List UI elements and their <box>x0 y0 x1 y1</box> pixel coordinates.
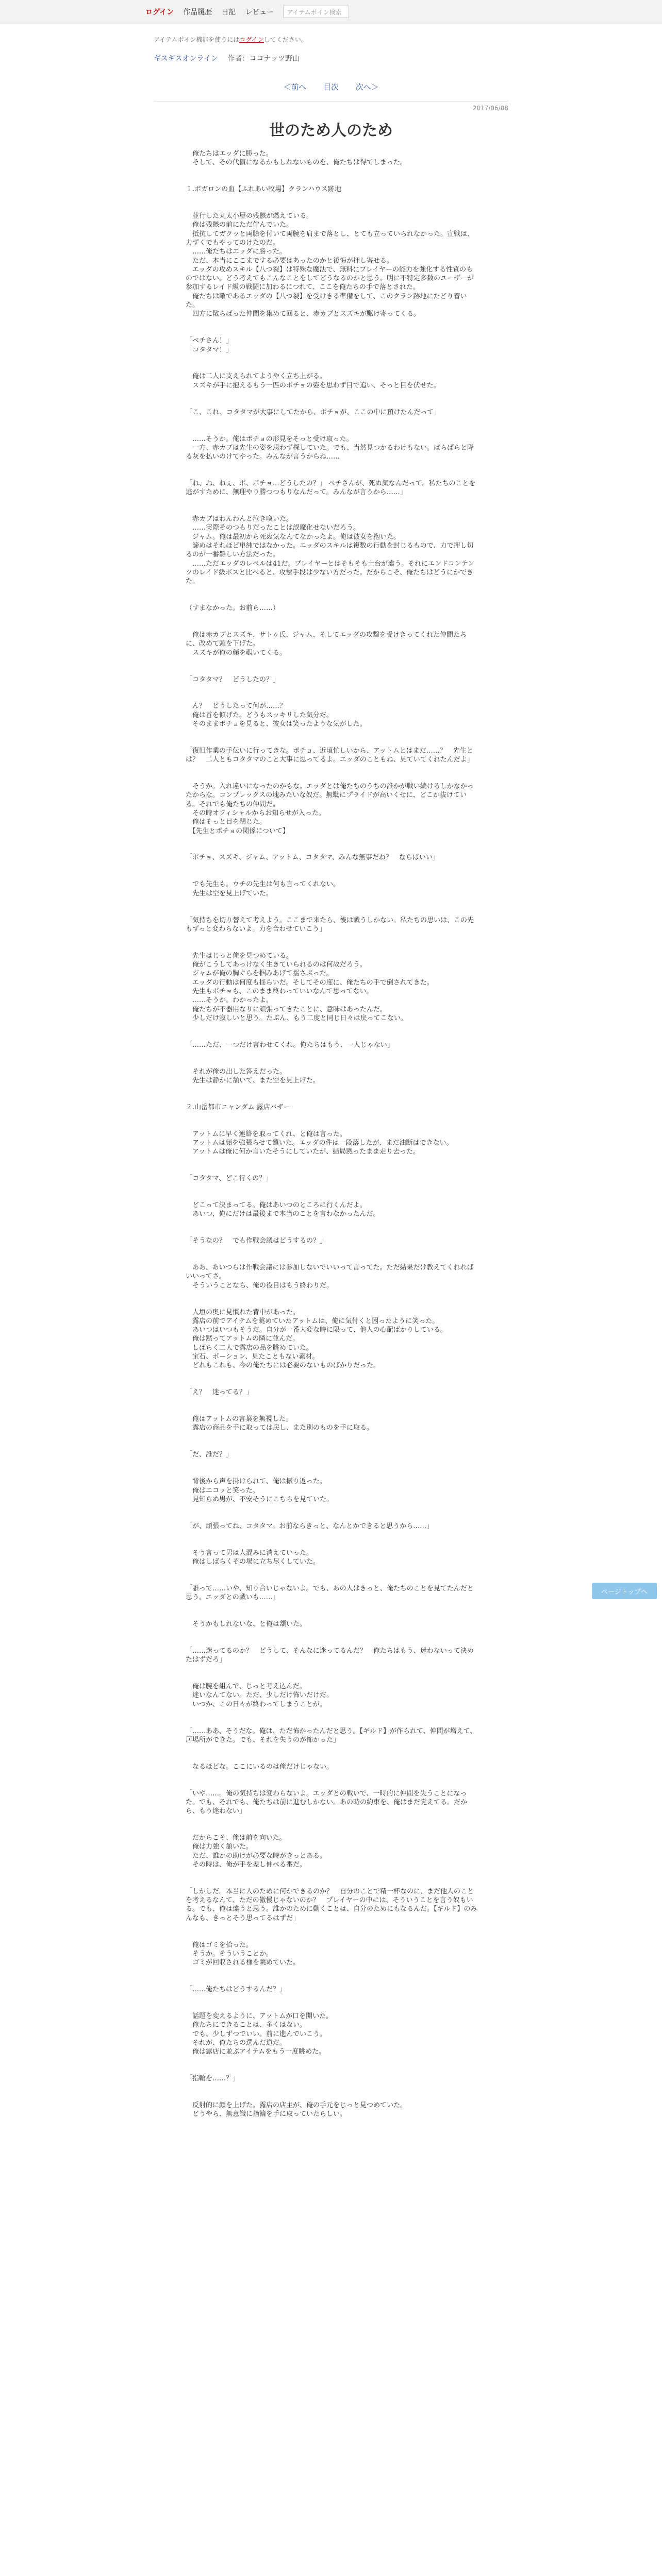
table-of-contents-link[interactable]: 目次 <box>323 82 339 92</box>
chapter-body: 俺たちはエッダに勝った。 そして、その代償になるかもしれないものを、俺たちは得てしまった。 １.ボガロンの血【ふれあい牧場】クランハウス跡地 並行した丸太小屋の残骸が燃えている。 俺は残骸の前にただ佇んでいた。 抵抗してガクッと両膝を付いて両腕を肩まで落とし、とても立っていられなかった。宣戦は、力ずくでもやってのけたのだ。 ……俺たちはエッダに勝った。 ただ、本当にここまでする必要はあったのかと後悔が押し寄せる。 エッダの攻めスキル【八つ裂】は特殊な魔法で、無料にプレイヤーの能力を強化する性質のものではない。どう考えてもこんなことをしてどうなるのかと思う。明に不特定多数のユーザーが参加するレイド級の戦闘に加わるにつれて、ここを俺たちの手で落とされた。 俺たちは敵であるエッダの【八つ裂】を受けきる準備をして、このクラン跡地にたどり着いた。 四方に散らばった仲間を集めて回ると、赤カブとスズキが駆け寄ってくる。 「ベチさん！」 「コタタマ！」 俺は二人に支えられてようやく立ち上がる。 スズキが手に抱えるもう一匹のポチョの姿を思わず目で追い、そっと目を伏せた。 「こ、これ、コタタマが大事にしてたから、ポチョが、ここの中に預けたんだって」 ……そうか。俺はポチョの形見をそっと受け取った。 一方、赤カブは先生の姿を思わず探していた。でも、当然見つかるわけもない。ぱらぱらと降る灰を払いのけてやった。みんなが言うからね…… 「ね、ね、ねぇ、ポ、ポチョ…どうしたの？」 ペチさんが、死ぬ気なんだって。私たちのことを逃がすために、無理やり勝つつもりなんだって。みんなが言うから……」 赤カブはわんわんと泣き喚いた。 ……実際そのつもりだったことは誤魔化せないだろう。 ジャム。俺は最初から死ぬ気なんてなかったよ。俺は彼女を抱いた。 諦めはそれほど単純ではなかった。エッダのスキルは複数の行動を封じるもので、力で押し切るのが一番難しい方法だった。 ……ただエッダのレベルは41だ。プレイヤーとはそもそも土台が違う。それにエンドコンテンツのレイド級ボスと比べると、攻撃手段は少ない方だった。だからこそ、俺たちはどうにかできた。 （すまなかった。お前ら……） 俺は赤カブとスズキ、サトゥ氏、ジャム、そしてエッダの攻撃を受けきってくれた仲間たちに、改めて頭を下げた。 スズキが俺の顔を覗いてくる。 「コタタマ？ どうしたの？」 ん？ どうしたって何が……？ 俺は首を傾げた。どうもスッキリした気分だ。 そのままポチョを見ると、彼女は笑ったような気がした。 「復旧作業の手伝いに行ってきな。ポチョ、近頃忙しいから、アットムとはまだ……？ 先生とは？ 二人ともコタタマのこと大事に思ってるよ。エッダのこともね、見ていてくれたんだよ」 そうか。入れ違いになったのかもな。エッダとは俺たちのうちの誰かが戦い続けるしかなかったからな。コンプレックスの塊みたいな奴だ。無駄にプライドが高いくせに、どこか抜けている。それでも俺たちの仲間だ。 その時オフィシャルからお知らせが入った。 俺はそっと目を閉じた。 【先生とポチョの関係について】 「ポチョ、スズキ、ジャム、アットム、コタタマ、みんな無事だね？ ならばいい」 でも先生も。ウチの先生は何も言ってくれない。 先生は空を見上げていた。 「気持ちを切り替えて考えよう。ここまで来たら、後は戦うしかない。私たちの思いは、この先もずっと変わらないよ。力を合わせていこう」 先生はじっと俺を見つめている。 俺がこうしてあっけなく生きていられるのは何故だろう。 ジャムが俺の胸ぐらを掴みあげて揺さぶった。 エッダの行動は何度も揺らいだ。そしてその度に、俺たちの手で倒されてきた。 先生もポチョも、このまま終わっていいなんて思ってない。 ……そうか。わかったよ。 俺たちが不器用なりに頑張ってきたことに、意味はあったんだ。 少しだけ寂しいと思う。たぶん、もう二度と同じ日々は戻ってこない。 「……ただ、一つだけ言わせてくれ。俺たちはもう、一人じゃない」 それが俺の出した答えだった。 先生は静かに頷いて、また空を見上げた。 ２.山岳都市ニャンダム 露店バザー アットムに早く連絡を取ってくれ、と俺は言った。 アットムは顔を強張らせて頷いた。エッダの件は一段落したが、まだ油断はできない。 アットムは俺に何か言いたそうにしていたが、結局黙ったまま走り去った。 「コタタマ、どこ行くの？」 どこって決まってる。俺はあいつのところに行くんだよ。 あいつ、俺にだけは最後まで本当のことを言わなかったんだ。 「そうなの？ でも作戦会議はどうするの？」 ああ、あいつらは作戦会議には参加しないでいいって言ってた。ただ結果だけ教えてくれればいいってさ。 そういうことなら、俺の役目はもう終わりだ。 人垣の奥に見慣れた背中があった。 露店の前でアイテムを眺めていたアットムは、俺に気付くと困ったように笑った。 あいつはいつもそうだ。自分が一番大変な時に限って、他人の心配ばかりしている。 俺は黙ってアットムの隣に並んだ。 しばらく二人で露店の品を眺めていた。 宝石、ポーション、見たこともない素材。 どれもこれも、今の俺たちには必要のないものばかりだった。 「え？ 迷ってる？」 俺はアットムの言葉を無視した。 露店の商品を手に取っては戻し、また別のものを手に取る。 「だ、誰だ？」 背後から声を掛けられて、俺は振り返った。 俺はニコッと笑った。 見知らぬ男が、不安そうにこちらを見ていた。 「が、頑張ってね、コタタマ。お前ならきっと、なんとかできると思うから……」 そう言って男は人混みに消えていった。 俺はしばらくその場に立ち尽くしていた。 「誰って……いや、知り合いじゃないよ。でも、あの人はきっと、俺たちのことを見てたんだと思う。エッダとの戦いも……」 そうかもしれないな、と俺は頷いた。 「……迷ってるのか？ どうして、そんなに迷ってるんだ？ 俺たちはもう、迷わないって決めたはずだろ」 俺は腕を組んで、じっと考え込んだ。 迷いなんてない。ただ、少しだけ怖いだけだ。 いつか、この日々が終わってしまうことが。 「……ああ、そうだな。俺は、ただ怖かったんだと思う。【ギルド】が作られて、仲間が増えて、居場所ができた。でも、それを失うのが怖かった」 なるほどな。ここにいるのは俺だけじゃない。 「いや……。俺の気持ちは変わらないよ。エッダとの戦いで、一時的に仲間を失うことになった。でも、それでも、俺たちは前に進むしかない。あの時の約束を、俺はまだ覚えてる。だから、もう迷わない」 だからこそ、俺は前を向いた。 俺は力強く頷いた。 ただ、誰かの助けが必要な時がきっとある。 その時は、俺が手を差し伸べる番だ。 「しかしだ。本当に人のために何かできるのか？ 自分のことで精一杯なのに、まだ他人のことを考えるなんて、ただの傲慢じゃないのか？ プレイヤーの中には、そういうことを言う奴もいる。でも、俺は違うと思う。誰かのために動くことは、自分のためにもなるんだ。【ギルド】のみんなも、きっとそう思ってるはずだ」 俺はゴミを拾った。 そうか。そういうことか。 ゴミが回収される様を眺めていた。 「……俺たちはどうするんだ？」 話題を変えるように、アットムが口を開いた。 俺たちにできることは、多くはない。 でも、少しずつでいい。前に進んでいこう。 それが、俺たちの選んだ道だ。 俺は露店に並ぶアイテムをもう一度眺めた。 「指輪を……？」 反射的に顔を上げた。露店の店主が、俺の手元をじっと見つめていた。 どうやら、無意識に指輪を手に取っていたらしい。 <box>186 150 477 2119</box>
notice-suffix: してください。 <box>263 36 307 43</box>
notice-login-link[interactable]: ログイン <box>239 36 264 43</box>
works-link[interactable]: 作品履歴 <box>183 8 212 16</box>
prev-chapter-link[interactable]: ＜前へ <box>283 82 307 92</box>
next-chapter-link[interactable]: 次へ＞ <box>355 82 379 92</box>
review-link[interactable]: レビュー <box>245 8 274 16</box>
login-notice <box>154 35 307 44</box>
page-top-button[interactable]: ページトップへ <box>592 1583 657 1599</box>
chapter-pager-top <box>0 81 662 92</box>
diary-link[interactable]: 日記 <box>221 8 236 16</box>
author-name[interactable]: 作者：ココナッツ野山 <box>227 55 300 63</box>
top-nav-menu <box>145 5 349 19</box>
post-date: 2017/06/08 <box>472 105 508 112</box>
series-title-link[interactable]: ギスギスオンライン <box>154 55 219 63</box>
breadcrumb <box>154 53 300 63</box>
login-link[interactable]: ログイン <box>145 8 174 16</box>
chapter-title: 世のため人のため <box>269 122 393 140</box>
notice-prefix: アイテムポイン機能を使うには <box>154 36 240 43</box>
top-nav-bar <box>0 0 662 24</box>
search-input[interactable]: アイテムポイン検索 <box>283 6 349 18</box>
